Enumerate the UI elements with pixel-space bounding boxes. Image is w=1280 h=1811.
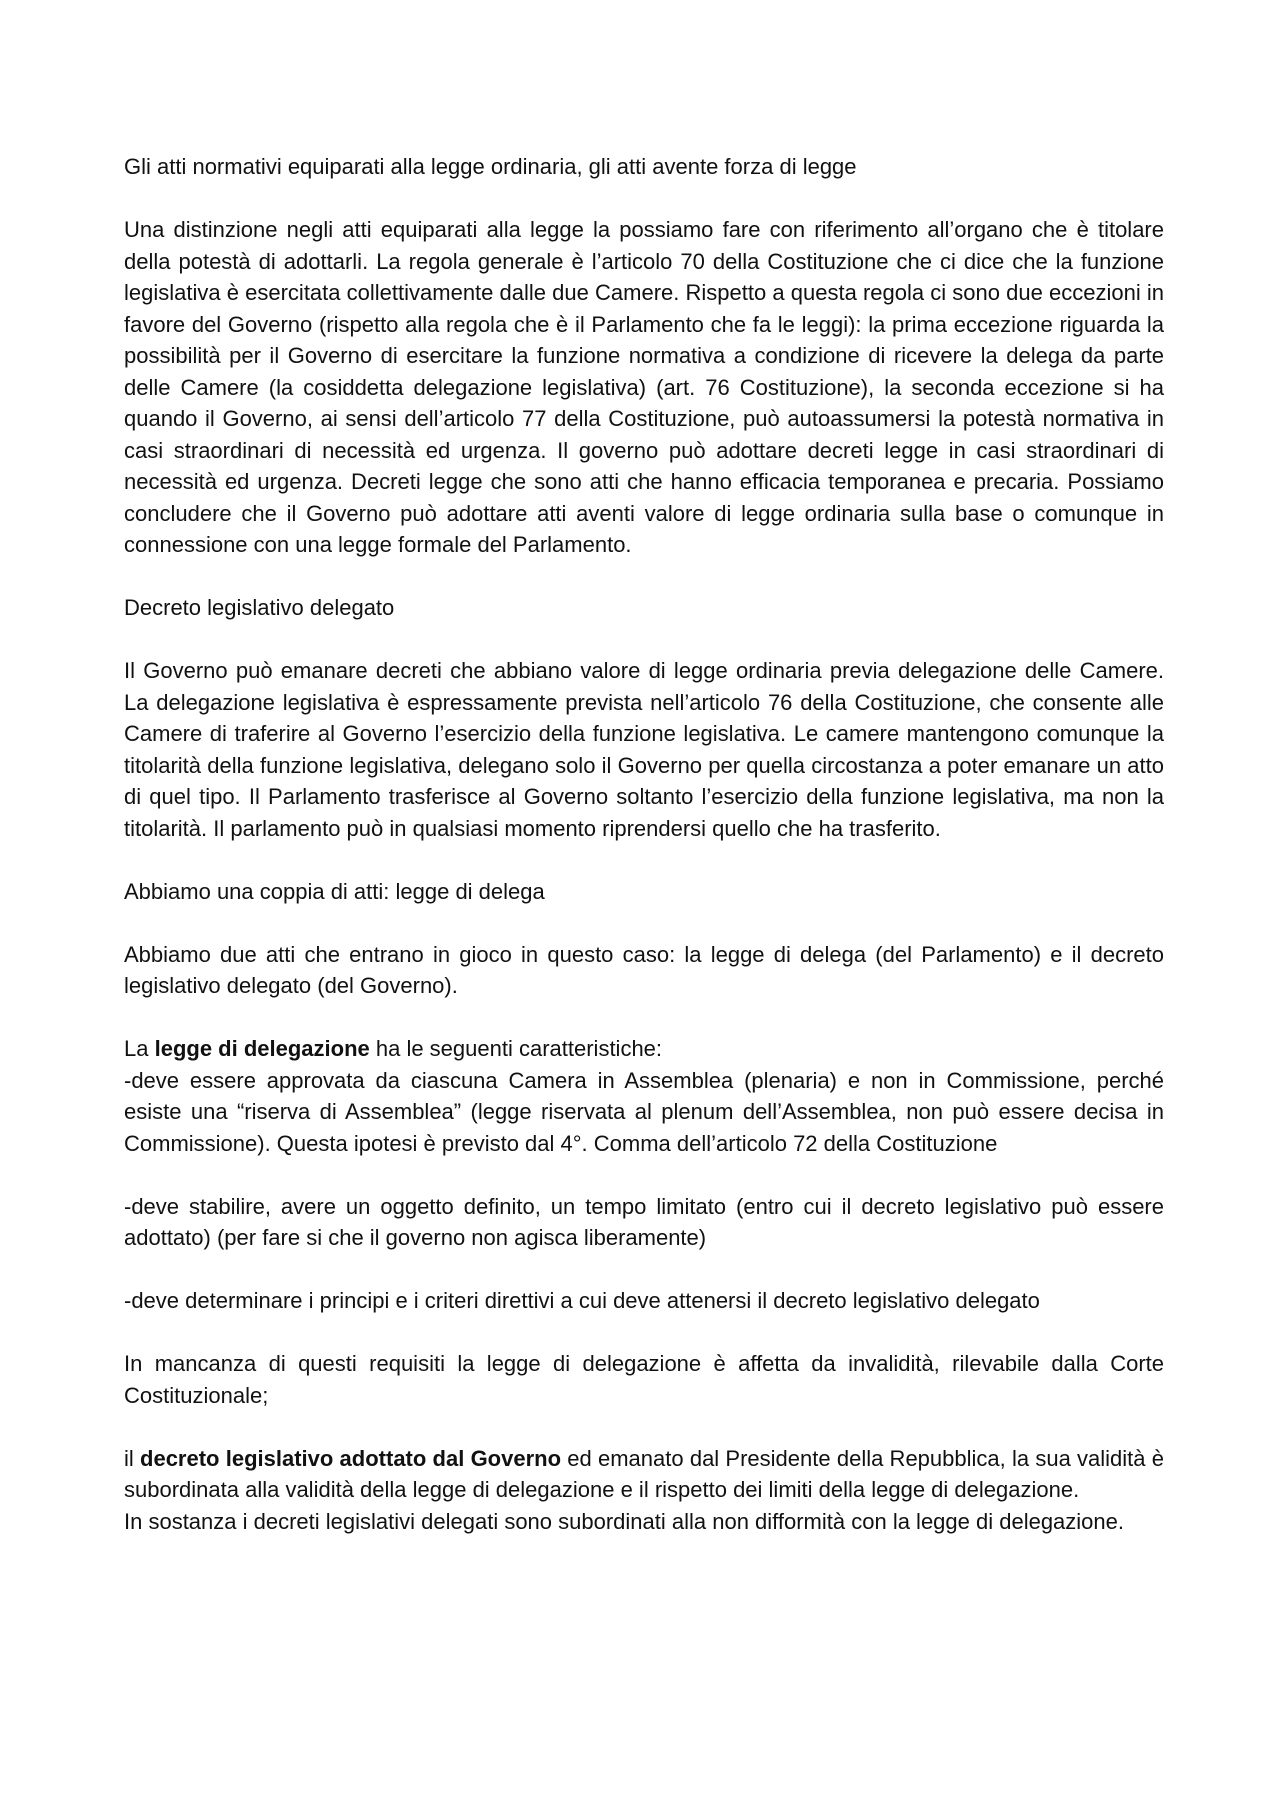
legge-intro: [124, 1033, 1164, 1065]
section-heading-decreto: Decreto legislativo delegato: [124, 595, 395, 620]
spacer: [124, 624, 1164, 656]
decreto-bold: decreto legislativo adottato dal Governo: [140, 1445, 562, 1471]
decreto-legislativo-paragraph: [124, 1443, 1164, 1506]
document-page: [124, 151, 1164, 1537]
intro-paragraph: Una distinzione negli atti equiparati alla legge la possiamo fare con riferimento all’organo che è titolare della potestà di adottarli. La regola generale è l’articolo 70 della Costituzione che ci dice che la funzione legislativa è esercitata collettivamente dalle due Camere. Rispetto a questa regola ci sono due eccezioni in favore del Governo (rispetto alla regola che è il Parlamento che fa le leggi): la prima eccezione riguarda la possibilità per il Governo di esercitare la funzione normativa a condizione di ricevere la delega da parte delle Camere (la cosiddetta delegazione legislativa) (art. 76 Costituzione), la seconda eccezione si ha quando il Governo, ai sensi dell’articolo 77 della Costituzione, può autoassumersi la potestà normativa in casi straordinari di necessità ed urgenza. Il governo può adottare decreti legge in casi straordinari di necessità ed urgenza. Decreti legge che sono atti che hanno efficacia temporanea e precaria. Possiamo concludere che il Governo può adottare atti aventi valore di legge ordinaria sulla base o comunque in connessione con una legge formale del Parlamento.: [124, 217, 1164, 557]
decreto-prefix: il: [124, 1445, 141, 1471]
legge-intro-prefix: La: [124, 1036, 155, 1061]
legge-point-3: -deve determinare i principi e i criteri direttivi a cui deve attenersi il decreto legislativo delegato: [124, 1288, 1040, 1313]
spacer: [124, 907, 1164, 939]
section-heading-coppia: Abbiamo una coppia di atti: legge di delega: [124, 878, 545, 904]
document-title: Gli atti normativi equiparati alla legge ordinaria, gli atti avente forza di legge: [124, 154, 857, 179]
spacer: [124, 1254, 1164, 1286]
legge-intro-bold: legge di delegazione: [154, 1036, 370, 1061]
invalidity-paragraph: In mancanza di questi requisiti la legge di delegazione è affetta da invalidità, rilevabile dalla Corte Costituzionale;: [124, 1351, 1164, 1408]
spacer: [124, 1411, 1164, 1443]
spacer: [124, 183, 1164, 215]
decreto-suffix: ed emanato dal Presidente della Repubblica, la sua validità è subordinata alla validità della legge di delegazione e il rispetto dei limiti della legge di delegazione.: [124, 1445, 1164, 1502]
spacer: [124, 844, 1164, 876]
spacer: [124, 561, 1164, 593]
coppia-paragraph: Abbiamo due atti che entrano in gioco in questo caso: la legge di delega (del Parlamento) e il decreto legislativo delegato (del Governo).: [124, 941, 1164, 998]
closing-paragraph: In sostanza i decreti legislativi delegati sono subordinati alla non difformità con la legge di delegazione.: [124, 1508, 1125, 1534]
spacer: [124, 1002, 1164, 1034]
legge-point-2: -deve stabilire, avere un oggetto definito, un tempo limitato (entro cui il decreto legislativo può essere adottato) (per fare si che il governo non agisca liberamente): [124, 1193, 1164, 1250]
legge-intro-suffix: ha le seguenti caratteristiche:: [369, 1036, 663, 1061]
legge-point-1: -deve essere approvata da ciascuna Camera in Assemblea (plenaria) e non in Commissione, perché esiste una “riserva di Assemblea” (legge riservata al plenum dell’Assemblea, non può essere decisa in Commissione). Questa ipotesi è previsto dal 4°. Comma dell’articolo 72 della Costituzione: [124, 1067, 1164, 1156]
decreto-paragraph: Il Governo può emanare decreti che abbiano valore di legge ordinaria previa delegazione delle Camere. La delegazione legislativa è espressamente prevista nell’articolo 76 della Costituzione, che consente alle Camere di traferire al Governo l’esercizio della funzione legislativa. Le camere mantengono comunque la titolarità della funzione legislativa, delegano solo il Governo per quella circostanza a poter emanare un atto di quel tipo. Il Parlamento trasferisce al Governo soltanto l’esercizio della funzione legislativa, ma non la titolarità. Il parlamento può in qualsiasi momento riprendersi quello che ha trasferito.: [124, 658, 1164, 841]
spacer: [124, 1317, 1164, 1349]
spacer: [124, 1159, 1164, 1191]
